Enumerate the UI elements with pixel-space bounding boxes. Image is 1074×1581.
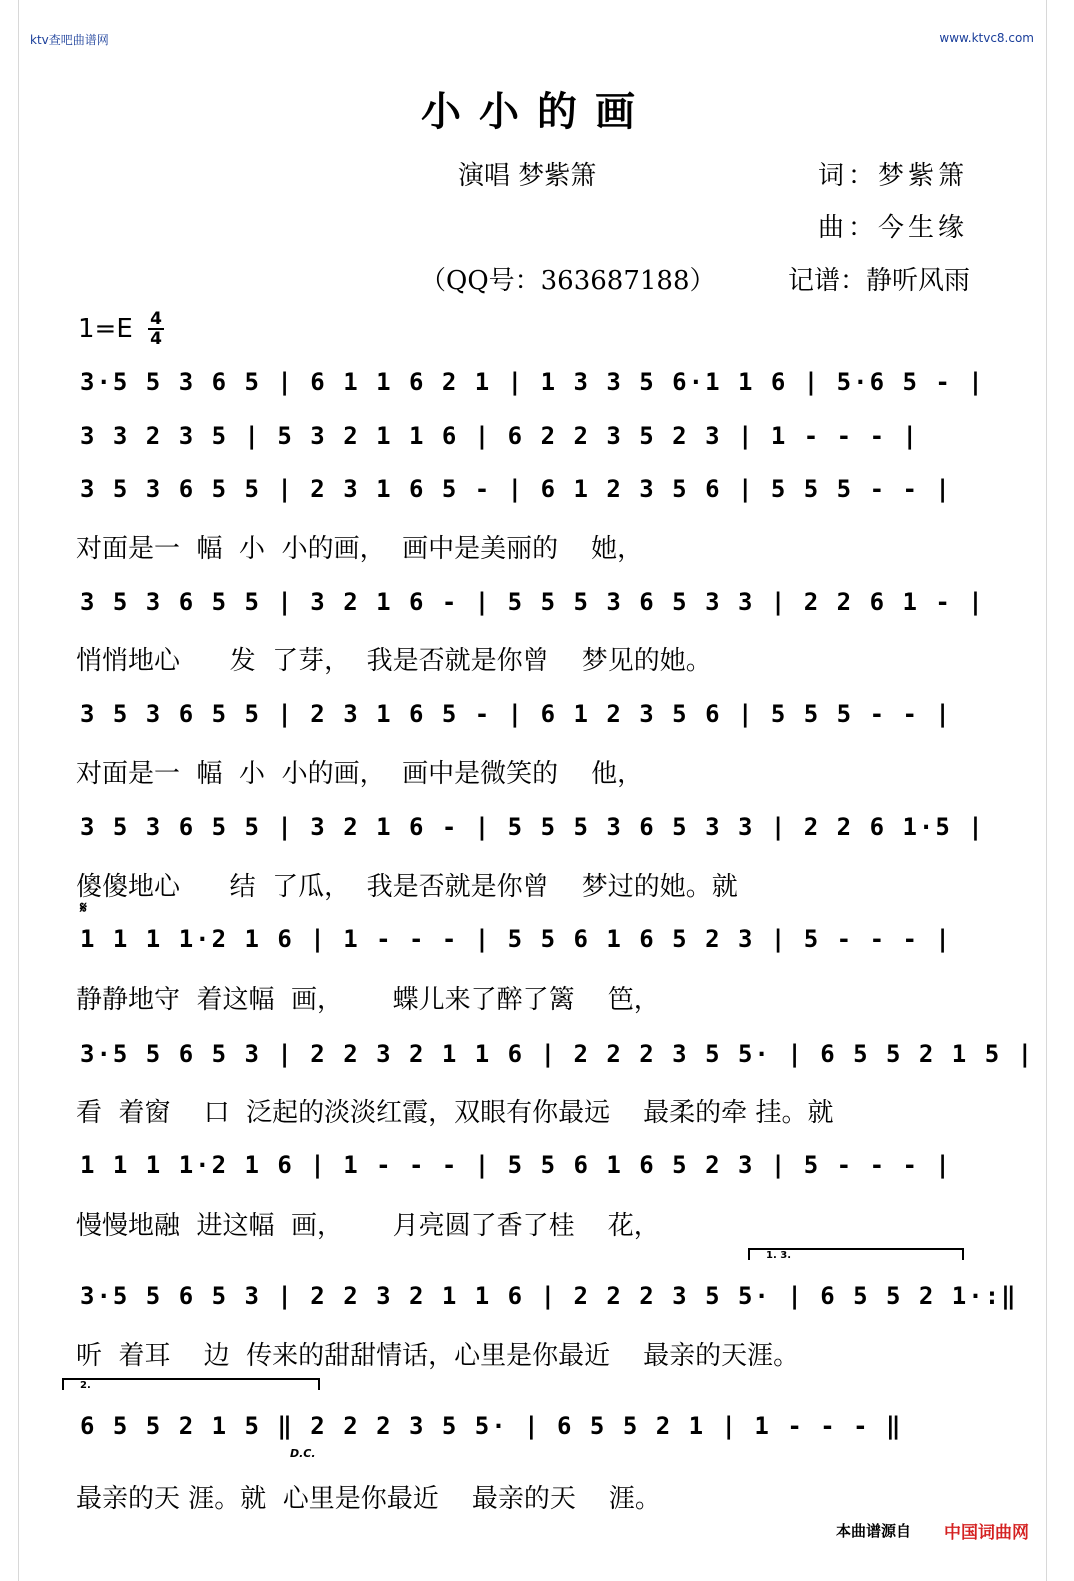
second-ending-bracket: 2.: [62, 1378, 320, 1390]
lyric-line-8: 看 着窗 口 泛起的淡淡红霞，双眼有你最远 最柔的牵 挂。就: [76, 1098, 834, 1128]
time-signature-top: 4: [150, 309, 162, 329]
source-site-link[interactable]: 中国词曲网: [944, 1523, 1029, 1543]
notation-line-11: 6 5 5 2 1 5 ‖ 2 2 2 3 5 5· | 6 5 5 2 1 | 1 - - - ‖: [80, 1412, 903, 1440]
singer-credit: 演唱 梦紫箫: [458, 161, 597, 191]
lyricist-credit: 词：梦紫箫: [818, 161, 969, 191]
notation-line-8: 3·5 5 6 5 3 | 2 2 3 2 1 1 6 | 2 2 2 3 5 5· | 6 5 5 2 1 5 |: [80, 1040, 1035, 1068]
notation-line-5: 3 5 3 6 5 5 | 2 3 1 6 5 - | 6 1 2 3 5 6 | 5 5 5 - - |: [80, 700, 952, 728]
lyric-line-4: 悄悄地心 发 了芽， 我是否就是你曾 梦见的她。: [76, 646, 712, 676]
left-watermark-strip: [0, 0, 19, 1581]
site-url-right[interactable]: www.ktvc8.com: [939, 31, 1034, 45]
lyric-line-11: 最亲的天 涯。就 心里是你最近 最亲的天 涯。: [76, 1484, 661, 1514]
notation-line-10: 3·5 5 6 5 3 | 2 2 3 2 1 1 6 | 2 2 2 3 5 5· | 6 5 5 2 1·:‖: [80, 1282, 1018, 1310]
song-title: 小小的画: [421, 88, 653, 135]
lyric-line-3: 对面是一 幅 小 小的画， 画中是美丽的 她，: [76, 534, 644, 564]
lyric-line-10: 听 着耳 边 传来的甜甜情话，心里是你最近 最亲的天涯。: [76, 1341, 800, 1371]
source-label: 本曲谱源自: [836, 1522, 912, 1540]
segno-sign: 𝄋: [80, 898, 87, 917]
key-signature: 1=E: [78, 314, 133, 344]
first-ending-bracket: 1. 3.: [748, 1248, 964, 1260]
notation-line-1: 3·5 5 3 6 5 | 6 1 1 6 2 1 | 1 3 3 5 6·1 1 6 | 5·6 5 - |: [80, 368, 985, 396]
qq-number: （QQ号：363687188）: [420, 266, 716, 296]
notation-line-9: 1 1 1 1·2 1 6 | 1 - - - | 5 5 6 1 6 5 2 3 | 5 - - - |: [80, 1151, 952, 1179]
lyric-line-5: 对面是一 幅 小 小的画， 画中是微笑的 他，: [76, 759, 644, 789]
lyric-line-7: 静静地守 着这幅 画， 蝶儿来了醉了篱 笆，: [76, 985, 660, 1015]
notation-line-7: 1 1 1 1·2 1 6 | 1 - - - | 5 5 6 1 6 5 2 3 | 5 - - - |: [80, 925, 952, 953]
site-name-left[interactable]: ktv查吧曲谱网: [30, 33, 109, 47]
time-signature-bottom: 4: [148, 328, 164, 348]
lyric-line-6: 傻傻地心 结 了瓜， 我是否就是你曾 梦过的她。就: [76, 872, 738, 902]
lyric-line-9: 慢慢地融 进这幅 画， 月亮圆了香了桂 花，: [76, 1211, 660, 1241]
notation-line-3: 3 5 3 6 5 5 | 2 3 1 6 5 - | 6 1 2 3 5 6 | 5 5 5 - - |: [80, 475, 952, 503]
notation-line-2: 3 3 2 3 5 | 5 3 2 1 1 6 | 6 2 2 3 5 2 3 | 1 - - - |: [80, 422, 919, 450]
notation-line-6: 3 5 3 6 5 5 | 3 2 1 6 - | 5 5 5 3 6 5 3 3 | 2 2 6 1·5 |: [80, 813, 985, 841]
time-signature: [148, 310, 164, 348]
right-watermark-strip: [1046, 0, 1065, 1581]
notation-line-4: 3 5 3 6 5 5 | 3 2 1 6 - | 5 5 5 3 6 5 3 3 | 2 2 6 1 - |: [80, 588, 985, 616]
composer-credit: 曲：今生缘: [818, 213, 969, 243]
dc-marking: D.C.: [290, 1447, 316, 1460]
transcriber-credit: 记谱：静听风雨: [788, 266, 971, 296]
